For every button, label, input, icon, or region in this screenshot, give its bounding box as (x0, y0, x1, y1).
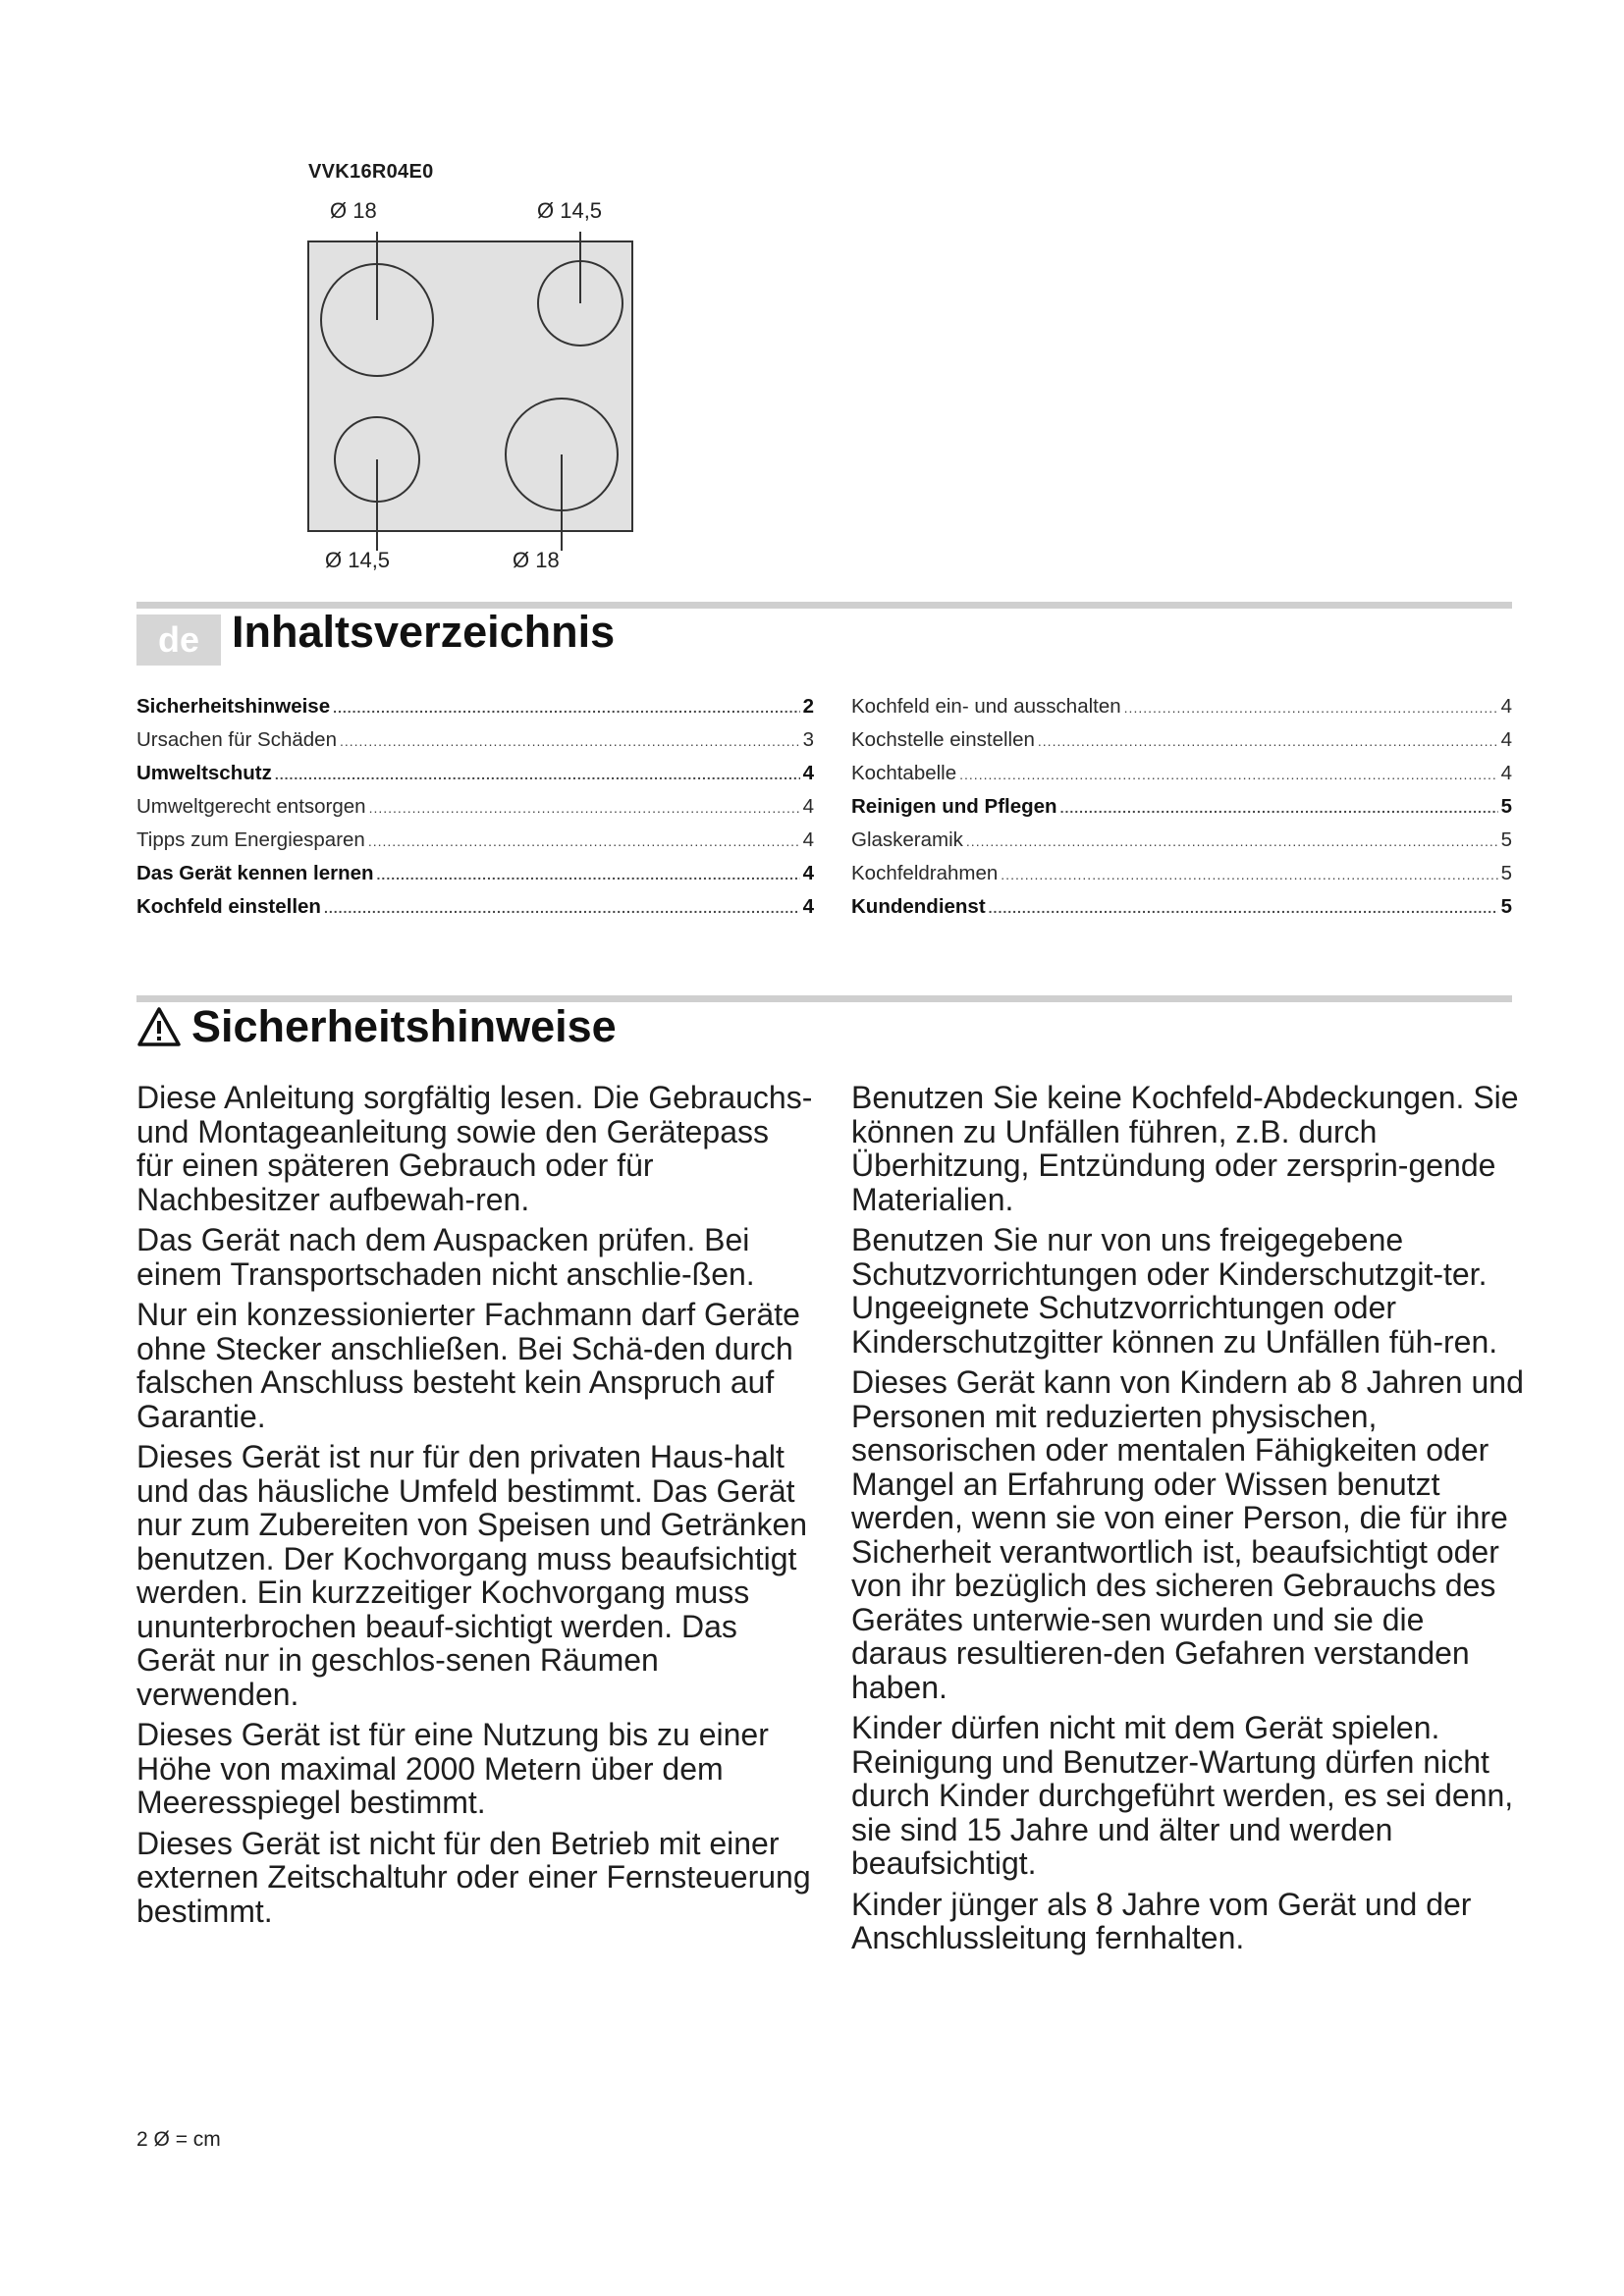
toc-title: Inhaltsverzeichnis (232, 607, 616, 657)
toc-entry[interactable] (136, 828, 814, 862)
safety-paragraph: Dieses Gerät kann von Kindern ab 8 Jahren und Personen mit reduzierten physischen, sensorischen oder mentalen Fähigkeiten oder Mangel an Erfahrung oder Wissen benutzt werden, wenn sie von einer Person, die für ihre Sicherheit verantwortlich ist, beaufsichtigt oder von ihr bezüglich des sicheren Gebrauchs des Gerätes unterwie-sen wurden und sie die daraus resultieren-den Gefahren verstanden haben. (851, 1364, 1524, 1705)
toc-entry-title: Reinigen und Pflegen (851, 795, 1057, 818)
diameter-label-bottom-right: Ø 18 (513, 548, 560, 572)
toc-entry[interactable] (136, 795, 814, 828)
diameter-label-top-left: Ø 18 (330, 198, 377, 223)
toc-entry[interactable] (136, 728, 814, 762)
toc-entry-page: 5 (1500, 795, 1512, 818)
toc-entry-page: 4 (802, 762, 814, 784)
toc-entry[interactable] (851, 862, 1512, 895)
toc-entry[interactable] (851, 895, 1512, 929)
toc-entry-page: 4 (1500, 728, 1512, 751)
toc-entry[interactable] (851, 762, 1512, 795)
toc-entry-page: 5 (1500, 862, 1512, 884)
warning-triangle-icon (136, 1006, 182, 1047)
safety-paragraph: Dieses Gerät ist nicht für den Betrieb mit einer externen Zeitschaltuhr oder einer Fernsteuerung bestimmt. (136, 1825, 811, 1929)
toc-entry-title: Kochtabelle (851, 762, 957, 784)
page-number: 2 (136, 2128, 148, 2151)
toc-entry-title: Ursachen für Schäden (136, 728, 337, 751)
toc-entry[interactable] (851, 728, 1512, 762)
toc-entry-title: Tipps zum Energiesparen (136, 828, 365, 851)
hob-plate (308, 241, 632, 531)
model-number: VVK16R04E0 (308, 161, 434, 183)
safety-heading (136, 1001, 617, 1052)
safety-paragraph: Benutzen Sie nur von uns freigegebene Schutzvorrichtungen oder Kinderschutzgit-ter. Ungeeignete Schutzvorrichtungen oder Kinderschutzgitter können zu Unfällen füh-ren. (851, 1222, 1498, 1360)
toc-entry[interactable] (851, 828, 1512, 862)
toc-entry-page: 2 (802, 695, 814, 718)
safety-title: Sicherheitshinweise (191, 1001, 617, 1051)
toc-entry-title: Kochstelle einstellen (851, 728, 1035, 751)
safety-paragraph: Diese Anleitung sorgfältig lesen. Die Gebrauchs- und Montageanleitung sowie den Gerätepass für einen späteren Gebrauch oder für Nachbesitzer aufbewah-ren. (136, 1080, 813, 1217)
toc-entry-title: Umweltgerecht entsorgen (136, 795, 366, 818)
safety-paragraph: Kinder dürfen nicht mit dem Gerät spielen. Reinigung und Benutzer-Wartung dürfen nicht durch Kinder durchgeführt werden, es sei denn, sie sind 15 Jahre und älter und werden beaufsichtigt. (851, 1710, 1514, 1881)
safety-paragraph: Dieses Gerät ist nur für den privaten Haus-halt und das häusliche Umfeld bestimmt. Das Gerät nur zum Zubereiten von Speisen und Getränken benutzen. Der Kochvorgang muss beaufsichtigt werden. Ein kurzzeitiger Kochvorgang muss ununterbrochen beauf-sichtigt werden. Das Gerät nur in geschlos-senen Räumen verwenden. (136, 1439, 808, 1712)
diameter-label-bottom-left: Ø 14,5 (325, 548, 391, 572)
unit-note: Ø = cm (153, 2128, 221, 2151)
toc-entry-page: 4 (1500, 762, 1512, 784)
toc-entry-page: 4 (802, 862, 814, 884)
toc-entry[interactable] (136, 862, 814, 895)
toc-entry-title: Kundendienst (851, 895, 986, 918)
toc-entry[interactable] (136, 895, 814, 929)
diameter-label-top-right: Ø 14,5 (537, 198, 603, 223)
toc-entry-title: Kochfeld ein- und ausschalten (851, 695, 1121, 718)
toc-entry-page: 5 (1500, 895, 1512, 918)
toc-entry-title: Das Gerät kennen lernen (136, 862, 374, 884)
hob-diagram (295, 232, 648, 556)
toc-entry-page: 5 (1500, 828, 1512, 851)
toc-entry-title: Umweltschutz (136, 762, 272, 784)
safety-paragraph: Das Gerät nach dem Auspacken prüfen. Bei einem Transportschaden nicht anschlie-ßen. (136, 1222, 755, 1292)
toc-entry[interactable] (136, 762, 814, 795)
language-badge: de (136, 614, 221, 666)
safety-paragraph: Benutzen Sie keine Kochfeld-Abdeckungen. Sie können zu Unfällen führen, z.B. durch Überhitzung, Entzündung oder zersprin-gende Materialien. (851, 1080, 1519, 1217)
toc-entry-title: Kochfeld einstellen (136, 895, 321, 918)
toc-entry-page: 4 (802, 795, 814, 818)
safety-right-column (851, 1081, 1529, 1962)
toc-entry[interactable] (851, 795, 1512, 828)
toc-entry[interactable] (851, 695, 1512, 728)
safety-paragraph: Nur ein konzessionierter Fachmann darf Geräte ohne Stecker anschließen. Bei Schä-den durch falschen Anschluss besteht kein Anspruch auf Garantie. (136, 1297, 800, 1434)
safety-paragraph: Kinder jünger als 8 Jahre vom Gerät und der Anschlussleitung fernhalten. (851, 1886, 1472, 1955)
toc-entry-page: 4 (802, 828, 814, 851)
safety-left-column (136, 1081, 814, 1935)
toc-right-column (851, 695, 1512, 929)
page-footer (136, 2128, 221, 2152)
toc-left-column (136, 695, 814, 929)
toc-entry-page: 4 (1500, 695, 1512, 718)
toc-entry-title: Kochfeldrahmen (851, 862, 999, 884)
toc-entry-page: 3 (802, 728, 814, 751)
toc-entry[interactable] (136, 695, 814, 728)
toc-entry-page: 4 (802, 895, 814, 918)
toc-entry-title: Sicherheitshinweise (136, 695, 331, 718)
toc-entry-title: Glaskeramik (851, 828, 963, 851)
safety-paragraph: Dieses Gerät ist für eine Nutzung bis zu einer Höhe von maximal 2000 Metern über dem Meeresspiegel bestimmt. (136, 1717, 769, 1820)
